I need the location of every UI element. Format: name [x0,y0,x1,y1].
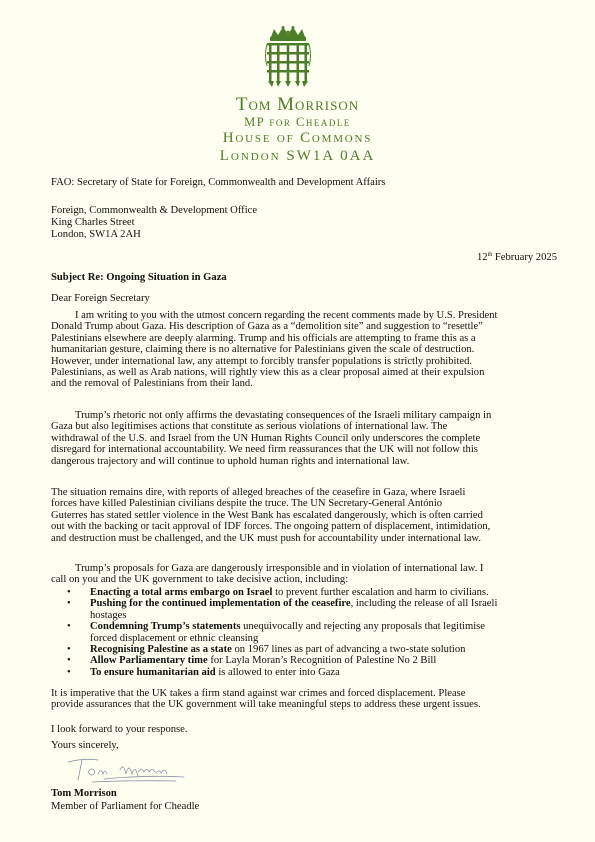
list-item: • To ensure humanitarian aid is allowed to enter into Gaza [67,666,340,678]
bullet-icon: • [67,666,71,678]
recipient-line-2: King Charles Street [51,217,135,228]
list-item: • Enacting a total arms embargo on Israel to prevent further escalation and harm to civilians. [67,587,489,598]
bullet-icon: • [67,655,71,667]
salutation: Dear Foreign Secretary [51,293,150,304]
action-list [51,587,551,678]
paragraph-4: Trump’s proposals for Gaza are dangerously irresponsible and in violation of international law. I call on you and the UK government to take decisive action, including: [51,563,484,586]
recipient-line-1: Foreign, Commonwealth & Development Office [51,205,258,216]
letterhead-house: House of Commons [222,130,373,146]
letterhead-address: London SW1A 0AA [219,148,376,164]
bullet-icon: • [67,621,71,633]
list-item: • Allow Parliamentary time for Layla Moran’s Recognition of Palestine No 2 Bill [67,655,437,667]
letter-date: 12th February 2025 [477,252,557,263]
portcullis-crest-icon [265,26,311,88]
paragraph-2: Trump’s rhetoric not only affirms the devastating consequences of the Israeli military campaign in Gaza but also legitimises actions that constitute as serious violations of international law. The withdrawal of the U.S. and Israel from the UN Human Rights Council only underscores the complete disregard for international accountability. We need firm reassurances that the UK will not follow this dangerous trajectory and will continue to uphold human rights and international law. [51,410,492,467]
signature-name: Tom Morrison [51,788,117,799]
bullet-icon: • [67,644,71,656]
letterhead-name: Tom Morrison [235,94,360,115]
bullet-icon: • [67,598,71,610]
paragraph-1: I am writing to you with the utmost concern regarding the recent comments made by U.S. President Donald Trump about Gaza. His description of Gaza as a “demolition site” and suggestion to “resettle” Palestinians elsewhere are deeply alarming. Trump and his officials are attempting to frame this as a humanitarian gesture, claiming there is no alternative for Palestinians given the scale of destruction. However, under international law, any attempt to forcibly transfer populations is strictly prohibited. Palestinians, as well as Arab nations, will rightly view this as a clear proposal aimed at their expulsion and the removal of Palestinians from their land. [51,310,498,390]
letterhead-role: MP for Cheadle [244,115,351,129]
list-item: • Condemning Trump’s statements unequivocally and rejecting any proposals that legitimise forced displacement or ethnic cleansing [67,621,485,644]
bullet-icon: • [67,587,71,598]
look-forward-line: I look forward to your response. [51,724,188,735]
recipient-line-3: London, SW1A 2AH [51,229,141,240]
signature-title: Member of Parliament for Cheadle [51,801,200,812]
handwritten-signature [64,752,189,786]
list-item: • Pushing for the continued implementation of the ceasefire, including the release of all Israeli hostages [67,598,498,621]
list-item: • Recognising Palestine as a state on 1967 lines as part of advancing a two-state solution [67,644,466,656]
subject-line: Subject Re: Ongoing Situation in Gaza [51,272,227,283]
fao-line: FAO: Secretary of State for Foreign, Commonwealth and Development Affairs [51,177,386,188]
signoff: Yours sincerely, [51,740,119,751]
closing-paragraph: It is imperative that the UK takes a firm stand against war crimes and forced displacement. Please provide assurances that the UK government will take meaningful steps to address these urgent issues. [51,688,481,711]
paragraph-3: The situation remains dire, with reports of alleged breaches of the ceasefire in Gaza, where Israeli forces have killed Palestinian civilians despite the truce. The UN Secretary-General António Guterres has stated settler violence in the West Bank has escalated dangerously, which is often carried out with the backing or tacit approval of IDF forces. The ongoing pattern of displacement, intimidation, and destruction must be challenged, and the UK must push for accountability under international law. [51,487,491,544]
